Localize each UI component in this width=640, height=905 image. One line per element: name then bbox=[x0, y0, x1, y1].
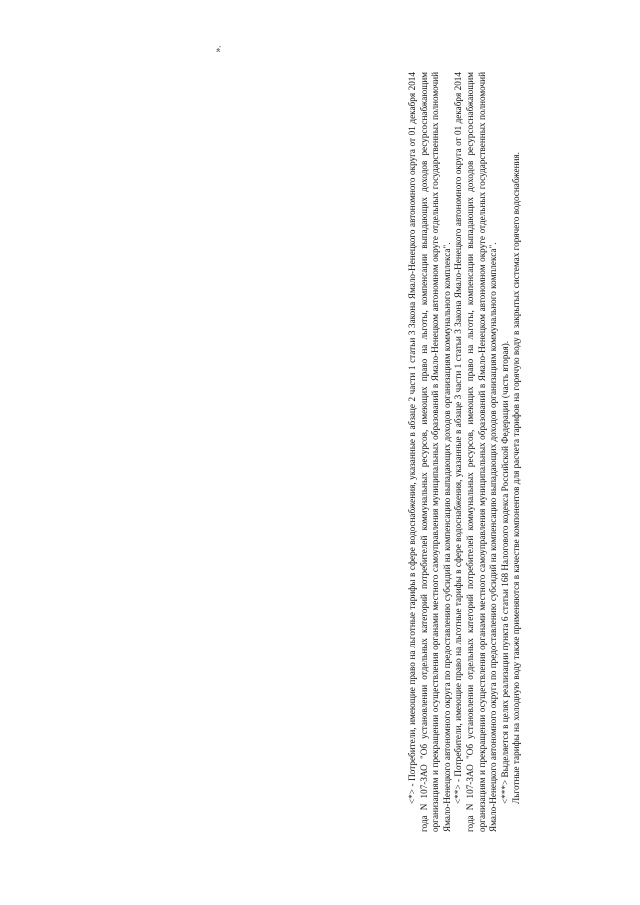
hot-water-note: Льготные тарифы на холодную воду также применяются в качестве компонентов для расчета тарифов на горячую воду в закрытых системах горячего водоснабжения. bbox=[511, 152, 522, 804]
footnote-single-star: <*> - Потребители, имеющие право на льготные тарифы в сфере водоснабжения, указанные в абзаце 2 части 1 статьи 3 Закона Ямало-Ненецкого автономного округа от 01 декабря 2014 года N 107-ЗАО "Об установлении отдельных категорий потребителей коммунальных ресурсов, имеющих право на льготы, компенсации выпадающих доходов ресурсоснабжающим организациям и прекращении осуществления органами местного самоуправления муниципальных образований в Ямало-Ненецком автономном округе отдельных государственных полномочий Ямало-Ненецкого автономного округа по предоставлению субсидий на компенсацию выпадающих доходов организациям коммунального комплекса". bbox=[407, 72, 452, 832]
footnote-triple-star: <***> Выделяется в целях реализации пункта 6 статьи 168 Налогового кодекса Российской Федерации (часть вторая). bbox=[499, 340, 510, 804]
footnote-double-star: <**> - Потребители, имеющие право на льготные тарифы в сфере водоснабжения, указанные в абзаце 3 части 1 статьи 3 Закона Ямало-Ненецкого автономного округа от 01 декабря 2014 года N 107-ЗАО "Об установлении отдельных категорий потребителей коммунальных ресурсов, имеющих право на льготы, компенсации выпадающих доходов ресурсоснабжающим организациям и прекращении осуществления органами местного самоуправления муниципальных образований в Ямало-Ненецком автономном округе отдельных государственных полномочий Ямало-Ненецкого автономного округа по предоставлению субсидий на компенсацию выпадающих доходов организациям коммунального комплекса". bbox=[453, 72, 499, 832]
rotated-text-block bbox=[407, 72, 607, 832]
closing-quote-mark: ». bbox=[212, 45, 223, 53]
